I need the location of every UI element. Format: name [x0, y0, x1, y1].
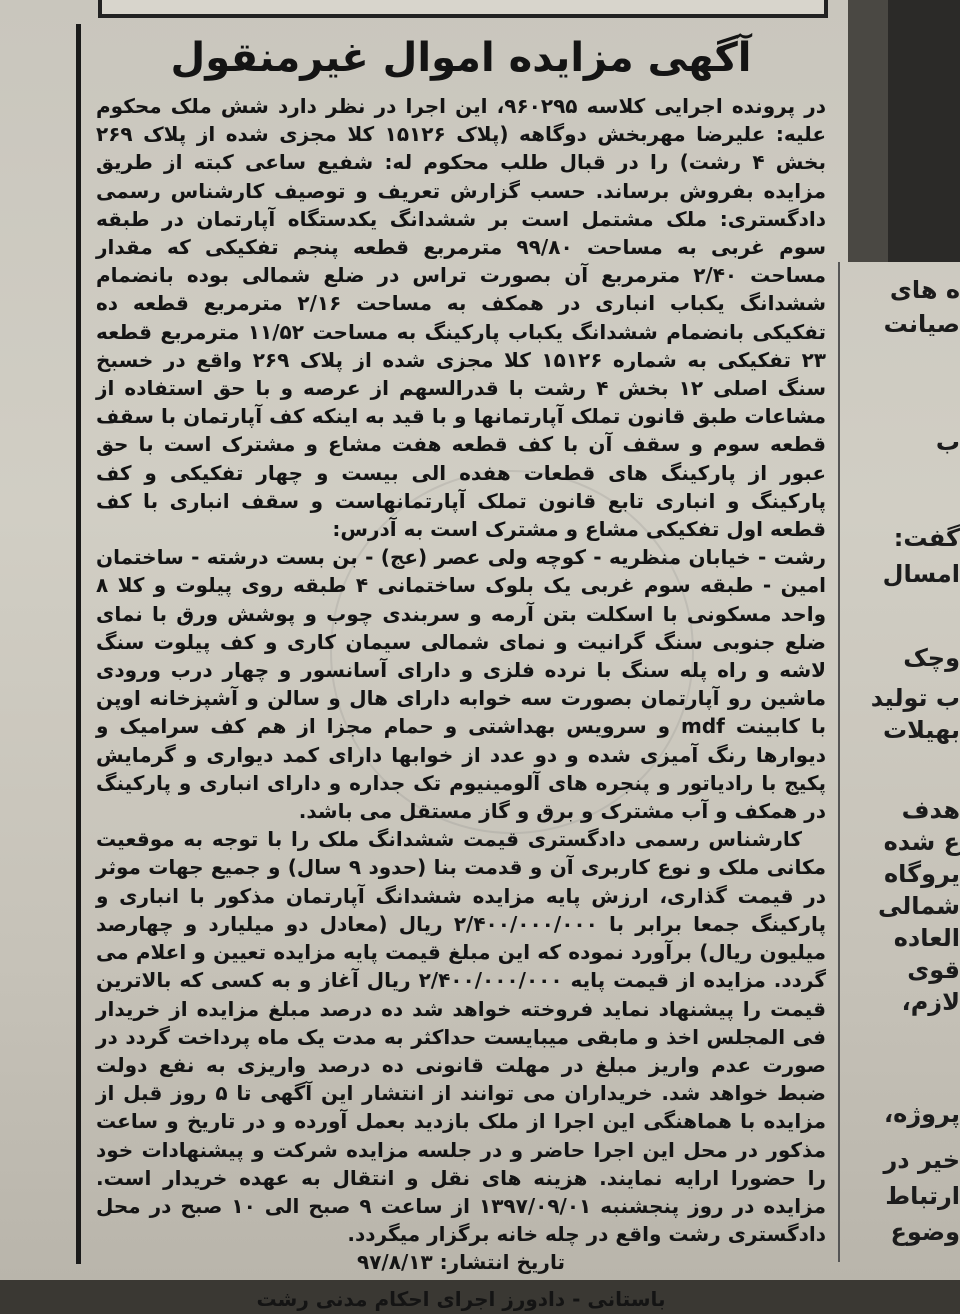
side-text-17: خیر در [883, 1146, 960, 1174]
side-text-9: هدف [901, 796, 960, 824]
side-text-15: لازم، [901, 988, 960, 1016]
side-text-11: یروگاه [884, 860, 960, 888]
side-text-5: امسال [882, 560, 960, 588]
side-text-7: ب تولید [870, 684, 960, 712]
publication-date: تاریخ انتشار: ۹۷/۸/۱۳ [357, 1250, 565, 1275]
side-text-19: وضوع [890, 1218, 960, 1246]
column-divider [838, 262, 840, 1262]
notice-paragraph-3: کارشناس رسمی دادگستری قیمت ششدانگ ملک را با توجه به موقعیت مکانی ملک و نوع کاربری آن و قدمت بنا (حدود ۹ سال) و جمیع جهات موثر در قیمت گذاری، ارزش پایه مزایده ششدانگ آپارتمان مذکور با انباری و پارکینگ جمعا برابر با ۲/۴۰۰/۰۰۰/۰۰۰ ریال (معادل دو میلیارد و چهارصد میلیون ریال) برآورد نموده که این مبلغ قیمت پایه مزایده تعیین و اعلام می گردد. مزایده از قیمت پایه ۲/۴۰۰/۰۰۰/۰۰۰ ریال آغاز و به کسی که بالاترین قیمت را پیشنهاد نماید فروخته خواهد شد ده درصد مبلغ مزایده از خریدار فی المجلس اخذ و مابقی میبایست حداکثر به مدت یک ماه پرداخت گردد در صورت عدم واریز مبلغ در مهلت قانونی ده درصد واریزی به نفع دولت ضبط خواهد شد. خریداران می توانند از انتشار این آگهی تا ۵ روز قبل از مزایده با هماهنگی این اجرا از ملک بازدید بعمل آورده و در تاریخ و ساعت مذکور در محل این اجرا حاضر و در جلسه مزایده شرکت و پیشنهادات خود را حضورا ارایه نمایند. هزینه های نقل و انتقال به عهده خریدار است. مزایده در روز پنجشنبه ۱۳۹۷/۰۹/۰۱ از ساعت ۹ صبح الی ۱۰ صبح در محل دادگستری رشت واقع در چله خانه برگزار میگردد. [96, 827, 826, 1247]
side-text-16: پروژه، [884, 1100, 960, 1128]
adjacent-photo [848, 0, 960, 262]
side-text-2: صیانت [883, 310, 960, 338]
side-text-14: قوی [907, 956, 960, 984]
notice-body [96, 92, 826, 1248]
side-text-18: ارتباط [885, 1182, 960, 1210]
notice-paragraph-1: در پرونده اجرایی کلاسه ۹۶۰۲۹۵، این اجرا در نظر دارد شش ملک محکوم علیه: علیرضا مهربخش دوگاهه (پلاک ۱۵۱۲۶ کلا مجزی شده از پلاک ۲۶۹ بخش ۴ رشت) را در قبال طلب محکوم له: شفیع ساعی کبته از طریق مزایده بفروش برساند. حسب گزارش تعریف و توصیف کارشناس رسمی دادگستری: ملک مشتمل است بر ششدانگ یکدستگاه آپارتمان در طبقه سوم غربی به مساحت ۹۹/۸۰ مترمربع قطعه پنجم تفکیکی که مقدار مساحت ۲/۴۰ مترمربع آن بصورت تراس در ضلع شمالی بوده بانضمام ششدانگ یکباب انباری در همکف به مساحت ۲/۱۶ مترمربع قطعه ده تفکیکی بانضمام ششدانگ یکباب پارکینگ به مساحت ۱۱/۵۲ مترمربع قطعه ۲۳ تفکیکی به شماره ۱۵۱۲۶ کلا مجزی شده از پلاک ۲۶۹ واقع در خسبخ سنگ اصلی ۱۲ بخش ۴ رشت با قدرالسهم از عرصه و با حق استفاده از مشاعات طبق قانون تملک آپارتمانها و با قید به اینکه کف آپارتمان با سقف قطعه سوم و سقف آن با کف قطعه هفت مشاع و مشترک است با حق عبور از پارکینگ های قطعات هفده الی بیست و چهار تفکیکی و کف پارکینگ و انباری تابع قانون تملک آپارتمانهاست و سقف انباری با کف قطعه اول تفکیکی مشاع و مشترک است به آدرس: [96, 94, 826, 542]
side-text-1: ه های [889, 276, 960, 304]
notice-signature: باستانی - دادورز اجرای احکام مدنی رشت [256, 1287, 666, 1312]
notice-paragraph-2: رشت - خیابان منظریه - کوچه ولی عصر (عج) - بن بست درشته - ساختمان امین - طبقه سوم غربی یک بلوک ساختمانی ۴ طبقه روی پیلوت و کلا ۸ واحد مسکونی با اسکلت بتن آرمه و سربندی چوب و پوشش ورق با نمای ضلع جنوبی سنگ گرانیت و نمای شمالی سیمان کاری و کف پیلوت سنگ لاشه و راه پله سنگ با نرده فلزی و دارای آسانسور و چهار درب ورودی ماشین رو آپارتمان بصورت سه خوابه دارای هال و سالن و آشپزخانه اوپن با کابینت mdf و سرویس بهداشتی و حمام مجزا از هم کف سرامیک و دیوارها رنگ آمیزی شده و دو عدد از خوابها دارای کمد دیواری و گرمایش پکیج با رادیاتور و پنجره های آلومینیوم تک جداره و دارای انباری و پارکینگ در همکف و آب مشترک و برق و گاز مستقل می باشد. [96, 545, 826, 824]
side-text-4: گفت: [893, 524, 960, 552]
side-text-13: العاده [893, 924, 960, 952]
top-border-box [98, 0, 828, 18]
side-text-8: بهیلات [883, 716, 960, 744]
side-text-10: ع شده [883, 828, 960, 856]
auction-notice [96, 32, 826, 1314]
side-text-6: وچک [903, 644, 960, 672]
side-text-3: ب [935, 428, 960, 456]
side-text-12: شمالی [878, 892, 960, 920]
adjacent-photo-detail [848, 0, 888, 262]
notice-title: آگهی مزایده اموال غیرمنقول [170, 35, 752, 81]
